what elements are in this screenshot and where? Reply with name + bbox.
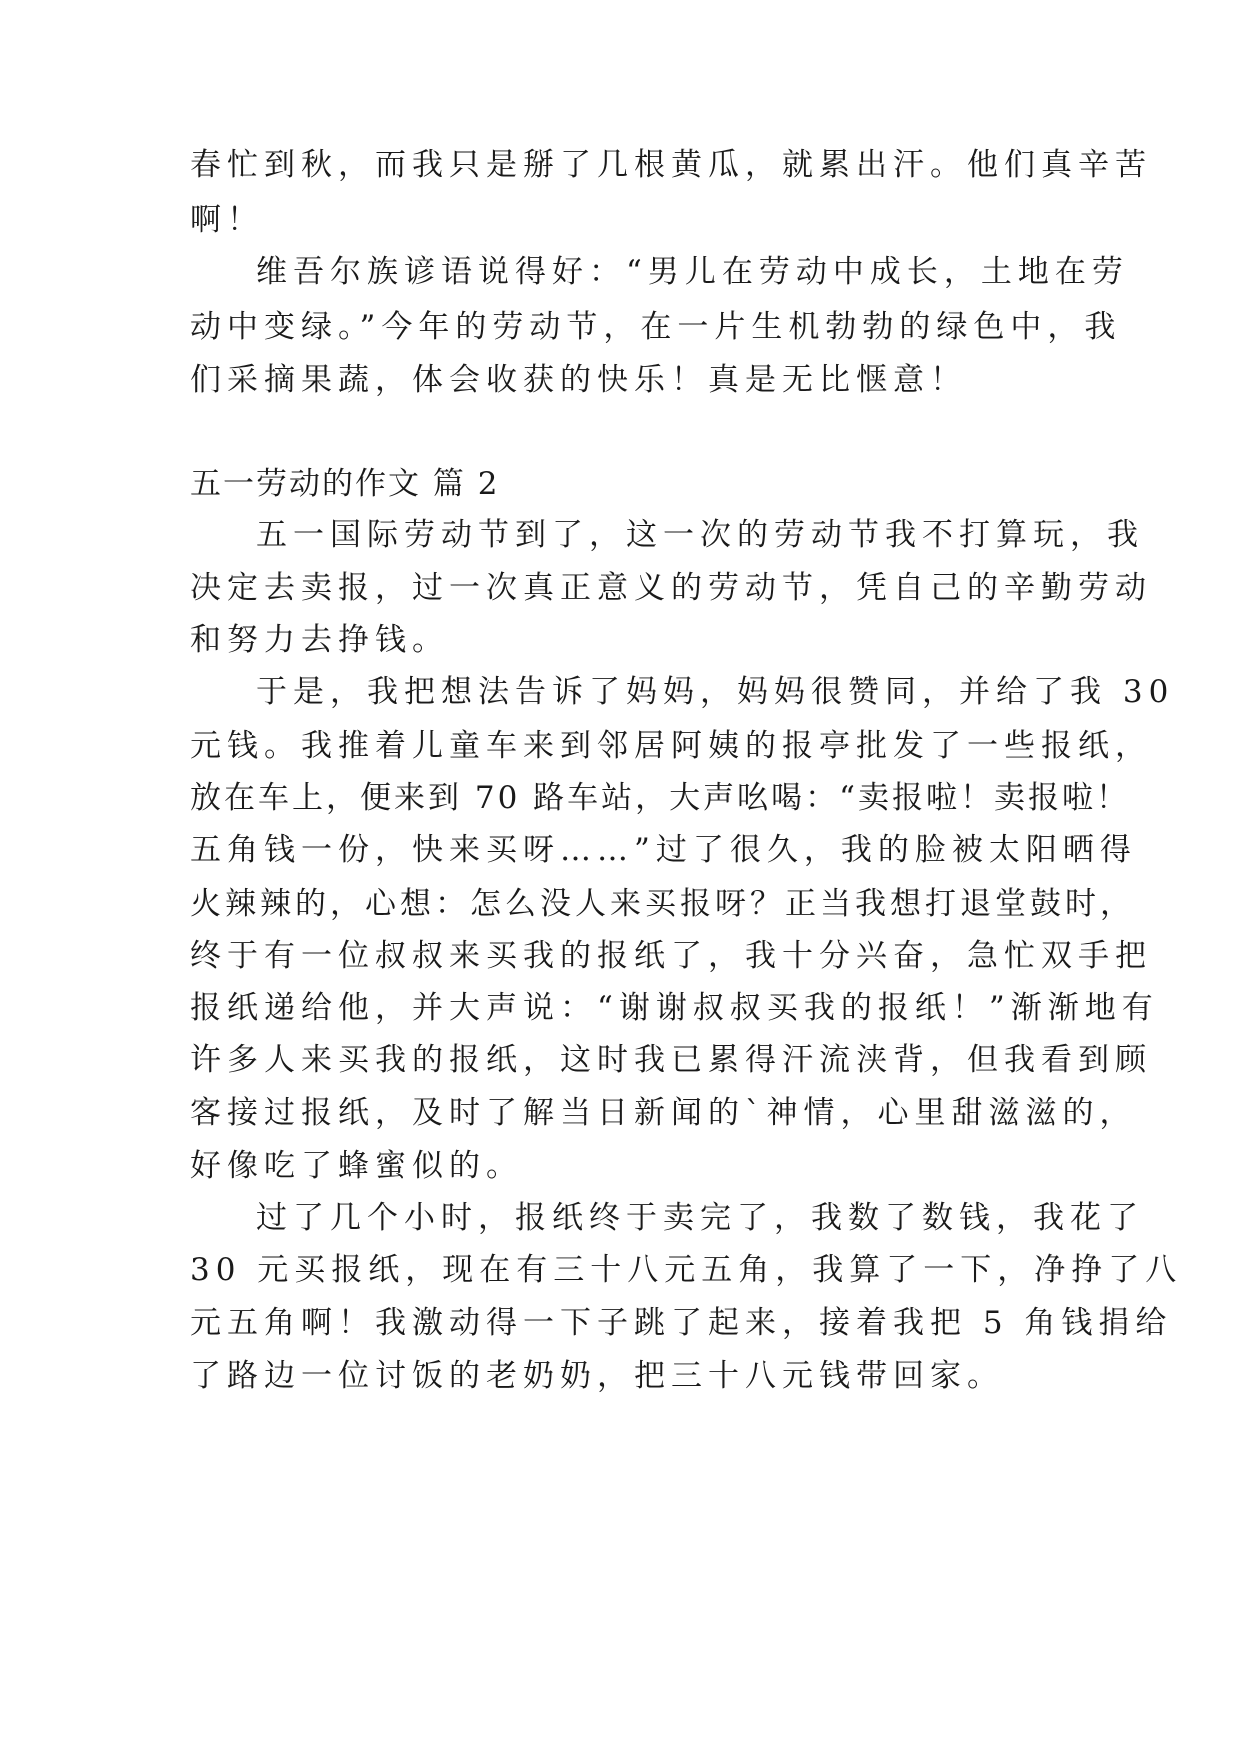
paragraph-line: 决定去卖报，过一次真正意义的劳动节，凭自己的辛勤劳动 (190, 570, 1152, 606)
paragraph-line: 和努力去挣钱。 (190, 622, 449, 658)
paragraph-line: 过了几个小时，报纸终于卖完了，我数了数钱，我花了 (256, 1200, 1144, 1236)
section-heading: 五一劳动的作文 篇 2 (190, 466, 500, 502)
paragraph-line: 火辣辣的，心想：怎么没人来买报呀？正当我想打退堂鼓时， (190, 886, 1135, 922)
paragraph-line: 终于有一位叔叔来买我的报纸了，我十分兴奋，急忙双手把 (190, 938, 1152, 974)
paragraph-line: 好像吃了蜂蜜似的。 (190, 1148, 523, 1184)
paragraph-line: 春忙到秋，而我只是掰了几根黄瓜，就累出汗。他们真辛苦 (190, 147, 1152, 183)
paragraph-line: 许多人来买我的报纸，这时我已累得汗流浃背，但我看到顾 (190, 1042, 1152, 1078)
paragraph-line: 30 元买报纸，现在有三十八元五角，我算了一下，净挣了八 (190, 1252, 1183, 1288)
paragraph-line: 动中变绿。”今年的劳动节，在一片生机勃勃的绿色中，我 (190, 309, 1122, 345)
paragraph-line: 报纸递给他，并大声说：“谢谢叔叔买我的报纸！”渐渐地有 (190, 990, 1159, 1026)
paragraph-line: 客接过报纸，及时了解当日新闻的`神情，心里甜滋滋的， (190, 1095, 1137, 1131)
paragraph-line: 于是，我把想法告诉了妈妈，妈妈很赞同，并给了我 30 (256, 674, 1175, 710)
paragraph-line: 维吾尔族谚语说得好：“男儿在劳动中成长，土地在劳 (256, 254, 1129, 290)
paragraph-line: 了路边一位讨饭的老奶奶，把三十八元钱带回家。 (190, 1358, 1004, 1394)
paragraph-line: 五角钱一份，快来买呀……”过了很久，我的脸被太阳晒得 (190, 832, 1137, 868)
paragraph-line: 元五角啊！我激动得一下子跳了起来，接着我把 5 角钱捐给 (190, 1305, 1173, 1341)
paragraph-line: 元钱。我推着儿童车来到邻居阿姨的报亭批发了一些报纸， (190, 728, 1152, 764)
paragraph-line: 五一国际劳动节到了，这一次的劳动节我不打算玩，我 (256, 517, 1144, 553)
paragraph-line: 啊！ (190, 202, 264, 238)
paragraph-line: 放在车上，便来到 70 路车站，大声吆喝：“卖报啦！卖报啦！ (190, 780, 1130, 816)
paragraph-line: 们采摘果蔬，体会收获的快乐！真是无比惬意！ (190, 362, 967, 398)
